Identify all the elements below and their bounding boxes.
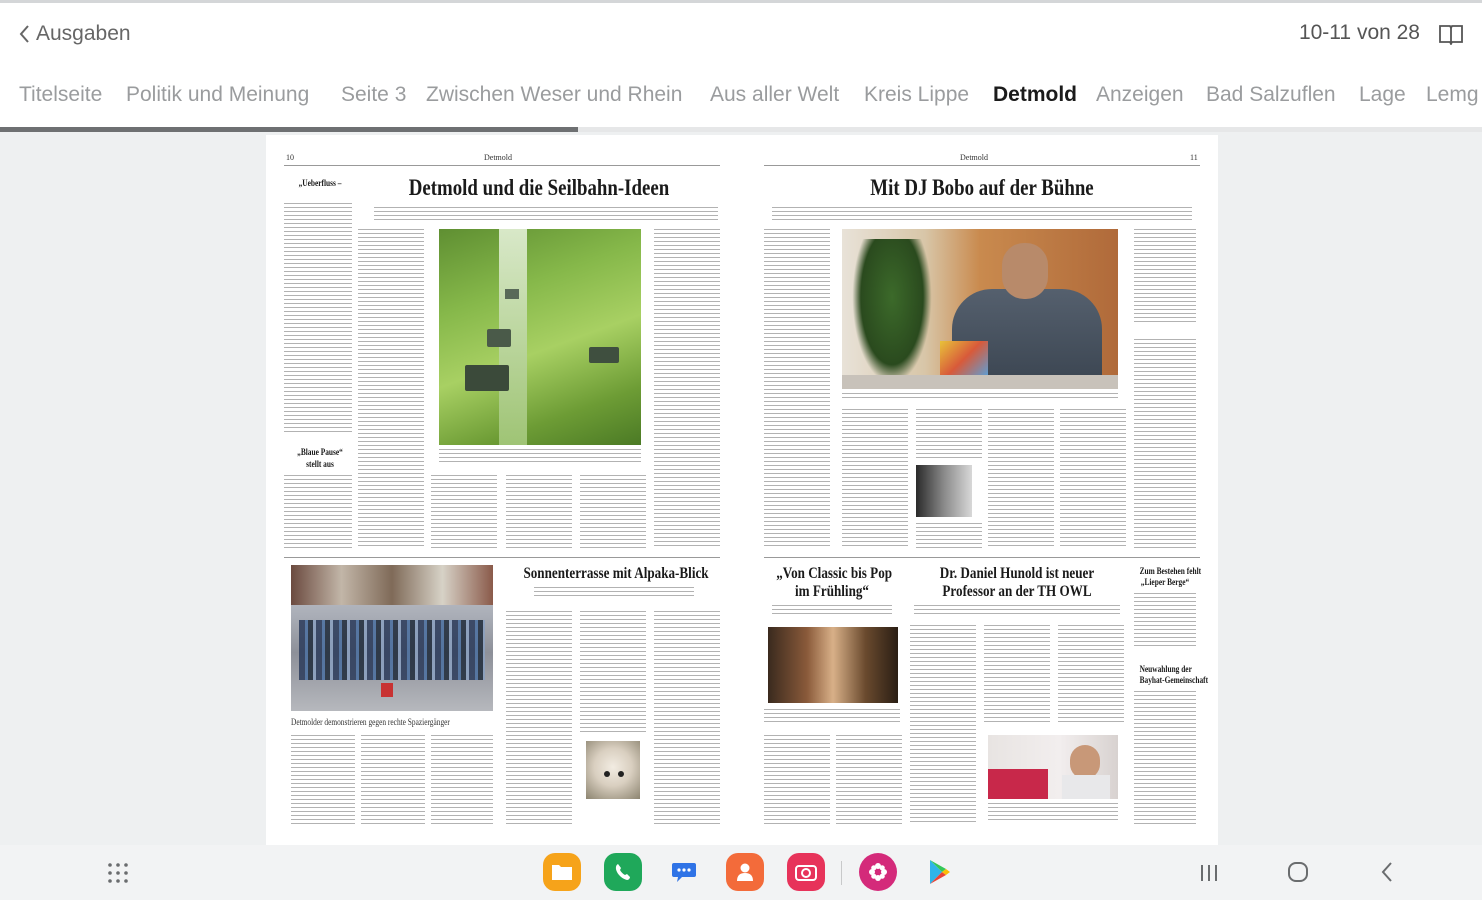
text-column <box>916 409 982 459</box>
text-column <box>431 475 497 549</box>
tab-seite-3[interactable]: Seite 3 <box>341 83 407 106</box>
photo-caption: Detmolder demonstrieren gegen rechte Spaziergänger <box>291 717 450 727</box>
side-headline: „Lieper Berge“ <box>1140 577 1190 587</box>
subheadline-text <box>534 587 694 599</box>
concert-photo[interactable] <box>768 627 898 703</box>
page-counter: 10-11 von 28 <box>1298 21 1420 44</box>
photo-caption-text <box>988 803 1118 823</box>
main-headline[interactable]: Mit DJ Bobo auf der Bühne <box>870 175 1094 200</box>
dock-separator <box>841 861 842 885</box>
demonstration-photo[interactable] <box>291 565 493 711</box>
page-rule <box>764 165 1200 166</box>
text-column <box>361 735 425 825</box>
side-headline: „Ueberfluss – <box>298 178 342 188</box>
side-headline: Zum Bestehen fehlt <box>1139 566 1202 576</box>
text-column <box>506 611 572 825</box>
text-column <box>580 611 646 735</box>
recents-icon[interactable] <box>1198 863 1220 883</box>
messages-app-icon[interactable] <box>665 853 703 891</box>
tab-lage[interactable]: Lage <box>1359 83 1406 106</box>
text-column <box>910 625 976 825</box>
phone-app-icon[interactable] <box>604 853 642 891</box>
tab-zwischen-weser-und-rhein[interactable]: Zwischen Weser und Rhein <box>426 83 683 106</box>
lower-headline[interactable]: „Von Classic bis Pop <box>776 565 893 582</box>
text-column <box>988 409 1054 549</box>
subheadline-text <box>772 605 892 615</box>
play-store-icon[interactable] <box>920 853 958 891</box>
text-column <box>1058 625 1124 725</box>
page-section-label: Detmold <box>960 153 988 162</box>
tab-bad-salzuflen[interactable]: Bad Salzuflen <box>1206 83 1336 106</box>
camera-app-icon[interactable] <box>787 853 825 891</box>
text-column <box>836 735 902 825</box>
photo-caption-text <box>439 449 641 465</box>
back-label: Ausgaben <box>36 22 131 45</box>
main-headline[interactable]: Detmold und die Seilbahn-Ideen <box>408 175 670 200</box>
contacts-app-icon[interactable] <box>726 853 764 891</box>
newspaper-spread[interactable] <box>266 135 1218 845</box>
text-column <box>284 475 352 549</box>
newspaper-page-left[interactable] <box>266 135 742 845</box>
tab-anzeigen[interactable]: Anzeigen <box>1096 83 1184 106</box>
text-column <box>764 229 830 549</box>
side-headline: Neuwahlung der <box>1139 664 1192 674</box>
tab-detmold[interactable]: Detmold <box>993 83 1077 106</box>
back-button[interactable] <box>18 19 131 49</box>
back-nav-icon[interactable] <box>1380 861 1394 883</box>
lower-headline[interactable]: im Frühling“ <box>794 583 869 600</box>
book-icon[interactable] <box>1438 23 1464 45</box>
professor-photo[interactable] <box>988 735 1118 799</box>
apps-grid-icon[interactable] <box>106 861 130 885</box>
reading-progress-bar <box>0 127 1482 132</box>
subheadline-text <box>374 207 718 221</box>
text-column <box>1134 593 1196 649</box>
chevron-left-icon <box>18 24 30 44</box>
sidebar-text <box>1134 229 1196 325</box>
home-icon[interactable] <box>1287 861 1309 883</box>
photo-caption-text <box>764 709 900 723</box>
page-rule <box>284 165 720 166</box>
text-column <box>764 735 830 825</box>
text-column <box>842 409 908 549</box>
reader-header <box>0 3 1482 66</box>
text-column <box>431 735 493 825</box>
side-headline: „Blaue Pause“ <box>297 447 343 457</box>
photo-caption-text <box>842 393 1118 401</box>
section-rule <box>764 557 1200 558</box>
section-tabs <box>0 66 1482 132</box>
cable-car-photo[interactable] <box>439 229 641 445</box>
text-column <box>284 203 352 435</box>
dj-bobo-photo[interactable] <box>842 229 1118 389</box>
tab-titelseite[interactable]: Titelseite <box>19 83 103 106</box>
subheadline-text <box>914 605 1120 617</box>
lower-headline[interactable]: Dr. Daniel Hunold ist neuer <box>939 565 1095 582</box>
text-column <box>291 735 355 825</box>
text-column <box>916 523 982 549</box>
portrait-photo-small[interactable] <box>916 465 972 517</box>
side-headline: stellt aus <box>306 459 334 469</box>
text-column <box>984 625 1050 725</box>
text-column <box>1060 409 1126 549</box>
reading-progress-fill <box>0 127 578 132</box>
lower-headline[interactable]: Sonnenterrasse mit Alpaka-Blick <box>523 565 709 582</box>
system-taskbar <box>0 845 1482 900</box>
text-column <box>506 475 572 549</box>
page-section-label: Detmold <box>484 153 512 162</box>
alpaca-photo[interactable] <box>586 741 640 799</box>
page-number: 10 <box>286 153 294 162</box>
tab-lemgo[interactable]: Lemg <box>1426 83 1479 106</box>
subheadline-text <box>772 207 1192 221</box>
lower-headline[interactable]: Professor an der TH OWL <box>942 583 1092 600</box>
tab-kreis-lippe[interactable]: Kreis Lippe <box>864 83 970 106</box>
tab-politik-und-meinung[interactable]: Politik und Meinung <box>126 83 310 106</box>
text-column <box>654 229 720 549</box>
text-column <box>1134 691 1196 825</box>
section-rule <box>284 557 720 558</box>
newspaper-page-right[interactable] <box>742 135 1218 845</box>
files-app-icon[interactable] <box>543 853 581 891</box>
page-number: 11 <box>1190 153 1198 162</box>
text-column <box>1134 339 1196 549</box>
side-headline: Bayhat-Gemeinschaft <box>1139 675 1209 685</box>
text-column <box>654 611 720 825</box>
tab-aus-aller-welt[interactable]: Aus aller Welt <box>710 83 840 106</box>
text-column <box>358 229 424 549</box>
text-column <box>580 475 646 549</box>
flower-app-icon[interactable] <box>859 853 897 891</box>
